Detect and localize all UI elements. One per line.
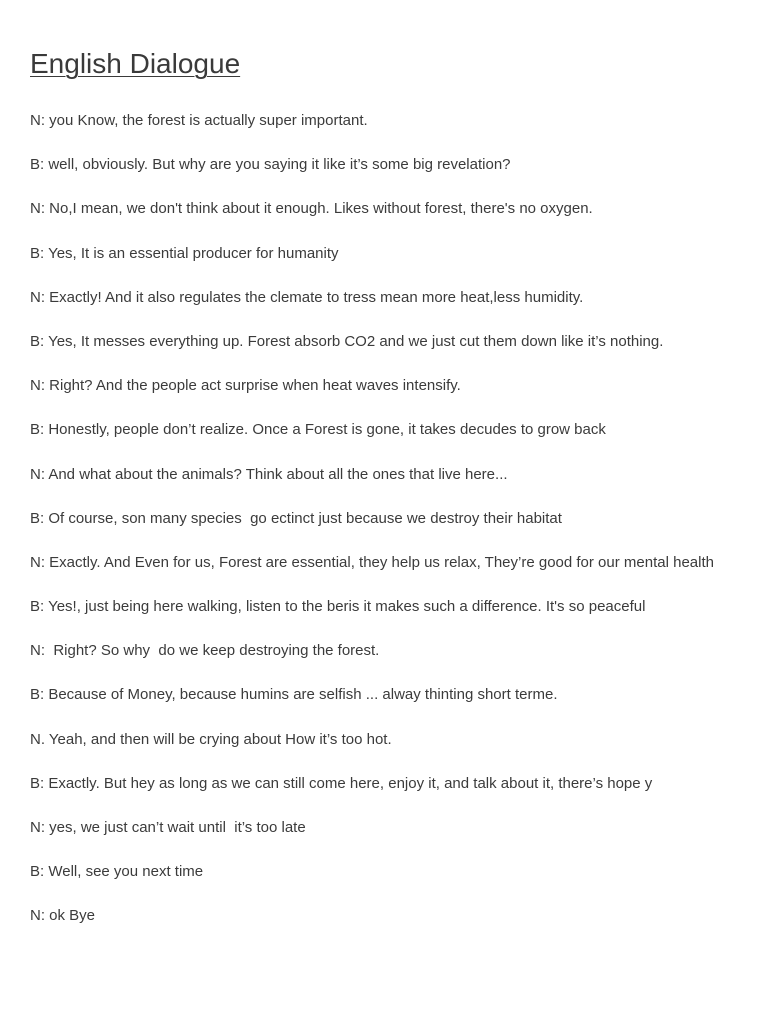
dialogue-line: B: Honestly, people don’t realize. Once a Forest is gone, it takes decudes to grow back xyxy=(30,421,606,439)
dialogue-line: B: Because of Money, because humins are selfish ... alway thinting short terme. xyxy=(30,686,558,704)
dialogue-line: B: Exactly. But hey as long as we can still come here, enjoy it, and talk about it, there’s hope y xyxy=(30,774,653,792)
dialogue-line: B: Yes, It messes everything up. Forest absorb CO2 and we just cut them down like it’s nothing. xyxy=(30,332,664,350)
dialogue-line: N: ok Bye xyxy=(30,907,96,925)
document-page xyxy=(30,44,730,950)
dialogue-line: B: well, obviously. But why are you saying it like it’s some big revelation? xyxy=(30,156,511,174)
dialogue-line: N: And what about the animals? Think about all the ones that live here... xyxy=(30,465,508,483)
dialogue-line: N: Right? So why do we keep destroying the forest. xyxy=(30,642,380,660)
dialogue-line: N. Yeah, and then will be crying about How it’s too hot. xyxy=(30,730,392,748)
dialogue-line: N: No,I mean, we don't think about it enough. Likes without forest, there's no oxygen. xyxy=(30,200,593,218)
dialogue-line: B: Well, see you next time xyxy=(30,863,204,881)
document-title: English Dialogue xyxy=(30,48,241,79)
dialogue-line: N: Right? And the people act surprise when heat waves intensify. xyxy=(30,377,461,395)
dialogue-line: B: Yes!, just being here walking, listen to the beris it makes such a difference. It's so peaceful xyxy=(30,598,646,616)
dialogue-line: N: you Know, the forest is actually super important. xyxy=(30,112,368,129)
dialogue-line: N: Exactly. And Even for us, Forest are essential, they help us relax, They’re good for our mental health xyxy=(30,553,714,571)
dialogue-line: N: yes, we just can’t wait until it’s too late xyxy=(30,819,306,836)
dialogue-line: B: Yes, It is an essential producer for humanity xyxy=(30,244,339,262)
dialogue-lines xyxy=(30,110,730,927)
dialogue-line: N: Exactly! And it also regulates the clemate to tress mean more heat,less humidity. xyxy=(30,288,584,306)
dialogue-line: B: Of course, son many species go ectinct just because we destroy their habitat xyxy=(30,509,562,527)
